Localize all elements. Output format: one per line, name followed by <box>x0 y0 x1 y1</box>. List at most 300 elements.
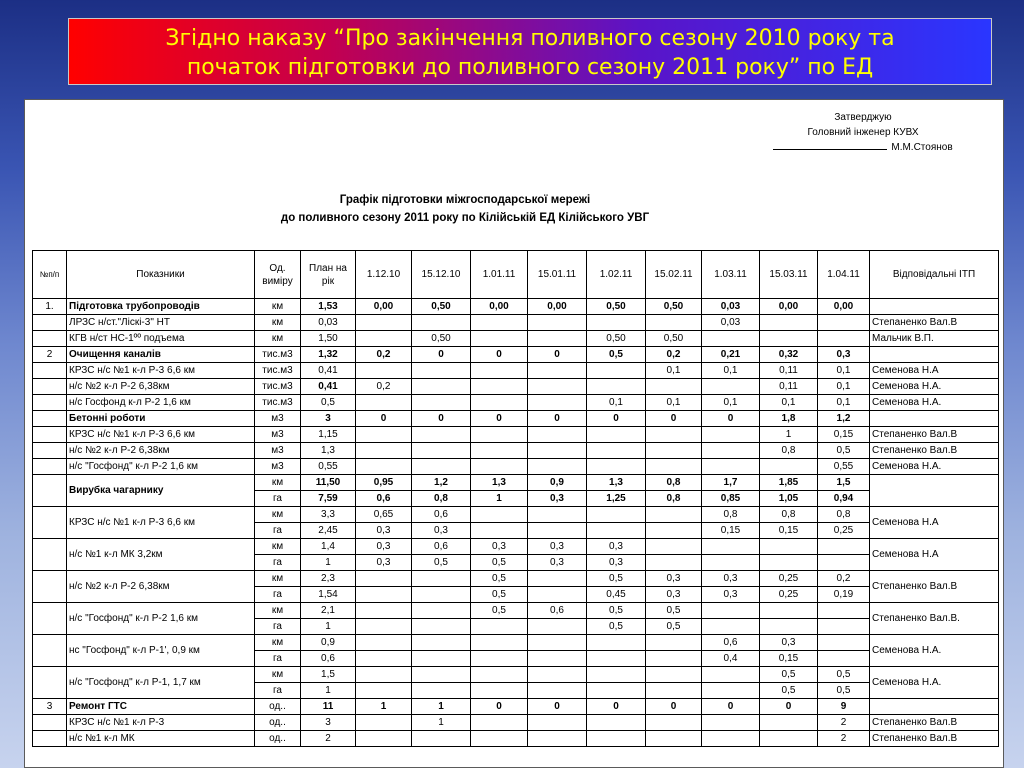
date-value-cell <box>760 539 818 555</box>
date-value-cell: 0 <box>528 347 587 363</box>
unit-cell: км <box>255 539 301 555</box>
indicator-cell: КГВ н/ст НС-1ºº подъема <box>67 331 255 347</box>
plan-cell: 1,3 <box>301 443 356 459</box>
indicator-cell: н/с №1 к-л МК <box>67 731 255 747</box>
date-value-cell <box>528 427 587 443</box>
column-header: Відповідальні ІТП <box>870 251 999 299</box>
column-header: 1.03.11 <box>702 251 760 299</box>
date-value-cell: 0,3 <box>587 555 646 571</box>
date-value-cell: 0,8 <box>702 507 760 523</box>
date-value-cell: 0,03 <box>702 315 760 331</box>
date-value-cell <box>646 651 702 667</box>
date-value-cell: 0,2 <box>356 379 412 395</box>
date-value-cell <box>528 379 587 395</box>
date-value-cell <box>702 603 760 619</box>
responsible-cell: Семенова Н.А <box>870 507 999 539</box>
plan-cell: 1,5 <box>301 667 356 683</box>
date-value-cell <box>702 731 760 747</box>
date-value-cell <box>702 555 760 571</box>
plan-cell: 0,41 <box>301 363 356 379</box>
responsible-cell: Семенова Н.А <box>870 363 999 379</box>
date-value-cell <box>702 667 760 683</box>
column-header: Показники <box>67 251 255 299</box>
date-value-cell: 0,3 <box>356 539 412 555</box>
plan-cell: 2 <box>301 731 356 747</box>
date-value-cell <box>587 459 646 475</box>
table-row <box>33 603 999 619</box>
date-value-cell: 0 <box>646 411 702 427</box>
date-value-cell: 1,8 <box>760 411 818 427</box>
date-value-cell <box>760 715 818 731</box>
date-value-cell <box>356 459 412 475</box>
date-value-cell: 0,5 <box>818 443 870 459</box>
column-header: 1.04.11 <box>818 251 870 299</box>
date-value-cell <box>818 635 870 651</box>
date-value-cell <box>412 379 471 395</box>
date-value-cell <box>412 651 471 667</box>
row-number-cell <box>33 379 67 395</box>
responsible-cell <box>870 347 999 363</box>
date-value-cell <box>471 507 528 523</box>
date-value-cell <box>471 667 528 683</box>
schedule-document <box>24 99 1004 768</box>
date-value-cell <box>702 715 760 731</box>
approval-block <box>743 110 983 155</box>
responsible-cell: Степаненко Вал.В <box>870 731 999 747</box>
date-value-cell: 0,5 <box>587 603 646 619</box>
date-value-cell <box>528 459 587 475</box>
unit-cell: га <box>255 587 301 603</box>
date-value-cell <box>528 395 587 411</box>
date-value-cell <box>412 603 471 619</box>
date-value-cell <box>412 363 471 379</box>
date-value-cell <box>587 427 646 443</box>
indicator-cell: н/с "Госфонд" к-л Р-1, 1,7 км <box>67 667 255 699</box>
unit-cell: км <box>255 331 301 347</box>
date-value-cell <box>471 683 528 699</box>
unit-cell: тис.м3 <box>255 363 301 379</box>
date-value-cell: 1,7 <box>702 475 760 491</box>
unit-cell: га <box>255 619 301 635</box>
row-number-cell <box>33 363 67 379</box>
table-row <box>33 347 999 363</box>
date-value-cell <box>587 363 646 379</box>
date-value-cell: 1,25 <box>587 491 646 507</box>
date-value-cell: 0,00 <box>356 299 412 315</box>
date-value-cell <box>412 683 471 699</box>
date-value-cell <box>356 651 412 667</box>
row-number-cell <box>33 395 67 411</box>
date-value-cell: 0 <box>702 699 760 715</box>
date-value-cell <box>587 715 646 731</box>
row-number-cell: 3 <box>33 699 67 715</box>
indicator-cell: ЛРЗС н/ст."Ліскі-3" НТ <box>67 315 255 331</box>
approval-signature <box>743 140 983 155</box>
table-row <box>33 539 999 555</box>
date-value-cell <box>412 459 471 475</box>
date-value-cell <box>702 331 760 347</box>
date-value-cell: 0,5 <box>587 347 646 363</box>
plan-cell: 1,54 <box>301 587 356 603</box>
date-value-cell: 0,45 <box>587 587 646 603</box>
date-value-cell <box>646 635 702 651</box>
table-row <box>33 507 999 523</box>
row-number-cell <box>33 315 67 331</box>
date-value-cell <box>702 619 760 635</box>
responsible-cell: Семенова Н.А. <box>870 667 999 699</box>
date-value-cell <box>471 635 528 651</box>
column-header: 15.02.11 <box>646 251 702 299</box>
date-value-cell: 0,19 <box>818 587 870 603</box>
table-row <box>33 635 999 651</box>
date-value-cell: 0,1 <box>646 363 702 379</box>
slide-title <box>68 18 992 85</box>
date-value-cell <box>528 715 587 731</box>
responsible-cell: Семенова Н.А <box>870 539 999 571</box>
plan-cell: 0,03 <box>301 315 356 331</box>
date-value-cell <box>356 603 412 619</box>
date-value-cell <box>471 315 528 331</box>
date-value-cell: 1,2 <box>818 411 870 427</box>
date-value-cell <box>471 523 528 539</box>
date-value-cell <box>356 363 412 379</box>
column-header: План на рік <box>301 251 356 299</box>
date-value-cell: 0,2 <box>356 347 412 363</box>
row-number-cell <box>33 427 67 443</box>
date-value-cell: 0,15 <box>760 651 818 667</box>
date-value-cell: 0,00 <box>760 299 818 315</box>
unit-cell: м3 <box>255 459 301 475</box>
column-header: 15.12.10 <box>412 251 471 299</box>
table-row <box>33 443 999 459</box>
date-value-cell: 0,5 <box>760 683 818 699</box>
slide-title-line-1: Згідно наказу “Про закінчення поливного сезону 2010 року та <box>165 26 895 51</box>
table-row <box>33 475 999 491</box>
table-row <box>33 411 999 427</box>
date-value-cell: 0,2 <box>818 571 870 587</box>
date-value-cell <box>356 619 412 635</box>
date-value-cell: 2 <box>818 715 870 731</box>
date-value-cell <box>702 539 760 555</box>
approval-signer: М.М.Стоянов <box>891 142 953 153</box>
date-value-cell <box>646 379 702 395</box>
date-value-cell: 0,95 <box>356 475 412 491</box>
date-value-cell: 0 <box>528 411 587 427</box>
indicator-cell: КРЗС н/с №1 к-л Р-3 6,6 км <box>67 427 255 443</box>
date-value-cell: 1,85 <box>760 475 818 491</box>
date-value-cell: 0,1 <box>702 395 760 411</box>
unit-cell: тис.м3 <box>255 379 301 395</box>
date-value-cell <box>646 731 702 747</box>
responsible-cell <box>870 699 999 715</box>
indicator-cell: н/с Госфонд к-л Р-2 1,6 км <box>67 395 255 411</box>
date-value-cell: 0,15 <box>818 427 870 443</box>
plan-cell: 3 <box>301 715 356 731</box>
date-value-cell: 1 <box>471 491 528 507</box>
indicator-cell: Очищення каналів <box>67 347 255 363</box>
date-value-cell: 1,3 <box>471 475 528 491</box>
unit-cell: га <box>255 555 301 571</box>
date-value-cell: 0,3 <box>818 347 870 363</box>
row-number-cell <box>33 411 67 427</box>
date-value-cell <box>702 683 760 699</box>
date-value-cell: 0,3 <box>412 523 471 539</box>
unit-cell: км <box>255 475 301 491</box>
table-row <box>33 571 999 587</box>
unit-cell: м3 <box>255 427 301 443</box>
date-value-cell <box>356 571 412 587</box>
date-value-cell <box>702 379 760 395</box>
document-title <box>185 191 745 227</box>
date-value-cell: 0,5 <box>818 667 870 683</box>
plan-cell: 0,9 <box>301 635 356 651</box>
date-value-cell: 0,50 <box>412 299 471 315</box>
date-value-cell: 0,25 <box>760 587 818 603</box>
row-number-cell <box>33 635 67 667</box>
unit-cell: га <box>255 651 301 667</box>
plan-cell: 1 <box>301 555 356 571</box>
indicator-cell: КРЗС н/с №1 к-л Р-3 <box>67 715 255 731</box>
date-value-cell <box>528 443 587 459</box>
row-number-cell <box>33 539 67 571</box>
date-value-cell: 0,85 <box>702 491 760 507</box>
table-row <box>33 427 999 443</box>
column-header: 1.12.10 <box>356 251 412 299</box>
date-value-cell <box>356 587 412 603</box>
table-row <box>33 315 999 331</box>
date-value-cell: 0 <box>471 347 528 363</box>
date-value-cell: 0,8 <box>760 507 818 523</box>
date-value-cell: 0,50 <box>587 299 646 315</box>
date-value-cell <box>471 379 528 395</box>
date-value-cell: 0,50 <box>587 331 646 347</box>
date-value-cell <box>528 571 587 587</box>
date-value-cell <box>760 731 818 747</box>
date-value-cell <box>412 667 471 683</box>
row-number-cell <box>33 459 67 475</box>
unit-cell: км <box>255 667 301 683</box>
date-value-cell: 0,3 <box>702 587 760 603</box>
date-value-cell <box>646 539 702 555</box>
date-value-cell <box>528 667 587 683</box>
responsible-cell <box>870 411 999 427</box>
date-value-cell <box>587 523 646 539</box>
date-value-cell <box>587 683 646 699</box>
date-value-cell: 0,1 <box>702 363 760 379</box>
date-value-cell <box>646 427 702 443</box>
date-value-cell <box>646 443 702 459</box>
plan-cell: 1,15 <box>301 427 356 443</box>
row-number-cell <box>33 715 67 731</box>
date-value-cell <box>528 507 587 523</box>
responsible-cell: Степаненко Вал.В. <box>870 603 999 635</box>
date-value-cell: 0,50 <box>646 299 702 315</box>
unit-cell: км <box>255 507 301 523</box>
unit-cell: од.. <box>255 715 301 731</box>
date-value-cell: 0 <box>760 699 818 715</box>
date-value-cell <box>412 315 471 331</box>
date-value-cell <box>471 731 528 747</box>
date-value-cell: 1 <box>356 699 412 715</box>
date-value-cell <box>356 395 412 411</box>
indicator-cell: н/с "Госфонд" к-л Р-2 1,6 км <box>67 459 255 475</box>
date-value-cell: 0,5 <box>587 619 646 635</box>
date-value-cell <box>356 731 412 747</box>
plan-cell: 7,59 <box>301 491 356 507</box>
unit-cell: од.. <box>255 699 301 715</box>
plan-cell: 1 <box>301 619 356 635</box>
date-value-cell <box>356 715 412 731</box>
date-value-cell <box>818 555 870 571</box>
table-row <box>33 699 999 715</box>
table-row <box>33 379 999 395</box>
responsible-cell: Семенова Н.А. <box>870 379 999 395</box>
date-value-cell: 0,3 <box>646 587 702 603</box>
date-value-cell: 0 <box>528 699 587 715</box>
date-value-cell: 0,3 <box>528 539 587 555</box>
date-value-cell <box>646 683 702 699</box>
date-value-cell: 0,65 <box>356 507 412 523</box>
date-value-cell <box>760 315 818 331</box>
date-value-cell: 9 <box>818 699 870 715</box>
date-value-cell <box>587 379 646 395</box>
indicator-cell: н/с №2 к-л Р-2 6,38км <box>67 571 255 603</box>
responsible-cell: Степаненко Вал.В <box>870 443 999 459</box>
date-value-cell <box>528 651 587 667</box>
date-value-cell: 0,8 <box>760 443 818 459</box>
date-value-cell <box>646 715 702 731</box>
date-value-cell: 0,5 <box>471 603 528 619</box>
date-value-cell: 0,6 <box>356 491 412 507</box>
date-value-cell <box>818 651 870 667</box>
date-value-cell: 0,5 <box>646 603 702 619</box>
row-number-cell <box>33 667 67 699</box>
date-value-cell <box>471 459 528 475</box>
plan-cell: 1 <box>301 683 356 699</box>
date-value-cell <box>356 635 412 651</box>
date-value-cell: 0,8 <box>818 507 870 523</box>
indicator-cell: н/с №1 к-л МК 3,2км <box>67 539 255 571</box>
unit-cell: км <box>255 635 301 651</box>
row-number-cell <box>33 603 67 635</box>
date-value-cell: 0 <box>412 411 471 427</box>
indicator-cell: КРЗС н/с №1 к-л Р-3 6,6 км <box>67 363 255 379</box>
date-value-cell <box>356 443 412 459</box>
date-value-cell: 0,55 <box>818 459 870 475</box>
table-row <box>33 667 999 683</box>
date-value-cell <box>760 619 818 635</box>
date-value-cell <box>356 667 412 683</box>
responsible-cell: Семенова Н.А. <box>870 635 999 667</box>
date-value-cell <box>587 315 646 331</box>
responsible-cell: Мальчик В.П. <box>870 331 999 347</box>
date-value-cell <box>471 331 528 347</box>
indicator-cell: Підготовка трубопроводів <box>67 299 255 315</box>
approval-heading: Затверджую <box>834 112 892 123</box>
responsible-cell <box>870 475 999 507</box>
row-number-cell: 2 <box>33 347 67 363</box>
date-value-cell <box>412 395 471 411</box>
date-value-cell <box>818 539 870 555</box>
column-header: №п/п <box>33 251 67 299</box>
date-value-cell <box>412 619 471 635</box>
date-value-cell: 0,50 <box>412 331 471 347</box>
unit-cell: тис.м3 <box>255 395 301 411</box>
approval-position: Головний інженер КУВХ <box>807 127 919 138</box>
date-value-cell: 0,1 <box>760 395 818 411</box>
date-value-cell <box>356 683 412 699</box>
document-title-line-2: до поливного сезону 2011 року по Кілійській ЕД Кілійського УВГ <box>280 212 650 224</box>
date-value-cell <box>528 523 587 539</box>
date-value-cell: 0 <box>587 411 646 427</box>
plan-cell: 11 <box>301 699 356 715</box>
date-value-cell: 0,5 <box>587 571 646 587</box>
date-value-cell <box>471 715 528 731</box>
date-value-cell <box>412 587 471 603</box>
responsible-cell: Степаненко Вал.В <box>870 427 999 443</box>
row-number-cell <box>33 731 67 747</box>
plan-cell: 0,41 <box>301 379 356 395</box>
date-value-cell: 0 <box>646 699 702 715</box>
date-value-cell: 0,5 <box>760 667 818 683</box>
responsible-cell: Степаненко Вал.В <box>870 715 999 731</box>
date-value-cell: 0,15 <box>702 523 760 539</box>
date-value-cell: 0,5 <box>412 555 471 571</box>
date-value-cell: 0 <box>471 411 528 427</box>
date-value-cell: 0,11 <box>760 379 818 395</box>
plan-cell: 1,53 <box>301 299 356 315</box>
date-value-cell: 0 <box>356 411 412 427</box>
plan-cell: 11,50 <box>301 475 356 491</box>
table-row <box>33 395 999 411</box>
indicator-cell: н/с №2 к-л Р-2 6,38км <box>67 379 255 395</box>
plan-cell: 3,3 <box>301 507 356 523</box>
date-value-cell <box>528 635 587 651</box>
date-value-cell: 0,3 <box>760 635 818 651</box>
date-value-cell: 0,5 <box>471 587 528 603</box>
date-value-cell <box>471 443 528 459</box>
date-value-cell: 0,00 <box>818 299 870 315</box>
date-value-cell: 0,3 <box>356 555 412 571</box>
date-value-cell <box>702 427 760 443</box>
date-value-cell <box>528 363 587 379</box>
date-value-cell <box>702 459 760 475</box>
table-row <box>33 715 999 731</box>
date-value-cell <box>528 331 587 347</box>
table-row <box>33 299 999 315</box>
row-number-cell <box>33 507 67 539</box>
indicator-cell: КРЗС н/с №1 к-л Р-3 6,6 км <box>67 507 255 539</box>
date-value-cell <box>760 603 818 619</box>
date-value-cell: 0,8 <box>412 491 471 507</box>
date-value-cell <box>528 683 587 699</box>
date-value-cell <box>587 667 646 683</box>
date-value-cell <box>818 331 870 347</box>
date-value-cell <box>471 651 528 667</box>
schedule-table <box>32 250 999 747</box>
unit-cell: га <box>255 683 301 699</box>
date-value-cell: 0,3 <box>646 571 702 587</box>
unit-cell: м3 <box>255 443 301 459</box>
table-row <box>33 331 999 347</box>
responsible-cell <box>870 299 999 315</box>
date-value-cell: 0,5 <box>646 619 702 635</box>
column-header: Од. виміру <box>255 251 301 299</box>
date-value-cell: 1,3 <box>587 475 646 491</box>
date-value-cell: 0,3 <box>587 539 646 555</box>
date-value-cell <box>528 315 587 331</box>
unit-cell: од.. <box>255 731 301 747</box>
